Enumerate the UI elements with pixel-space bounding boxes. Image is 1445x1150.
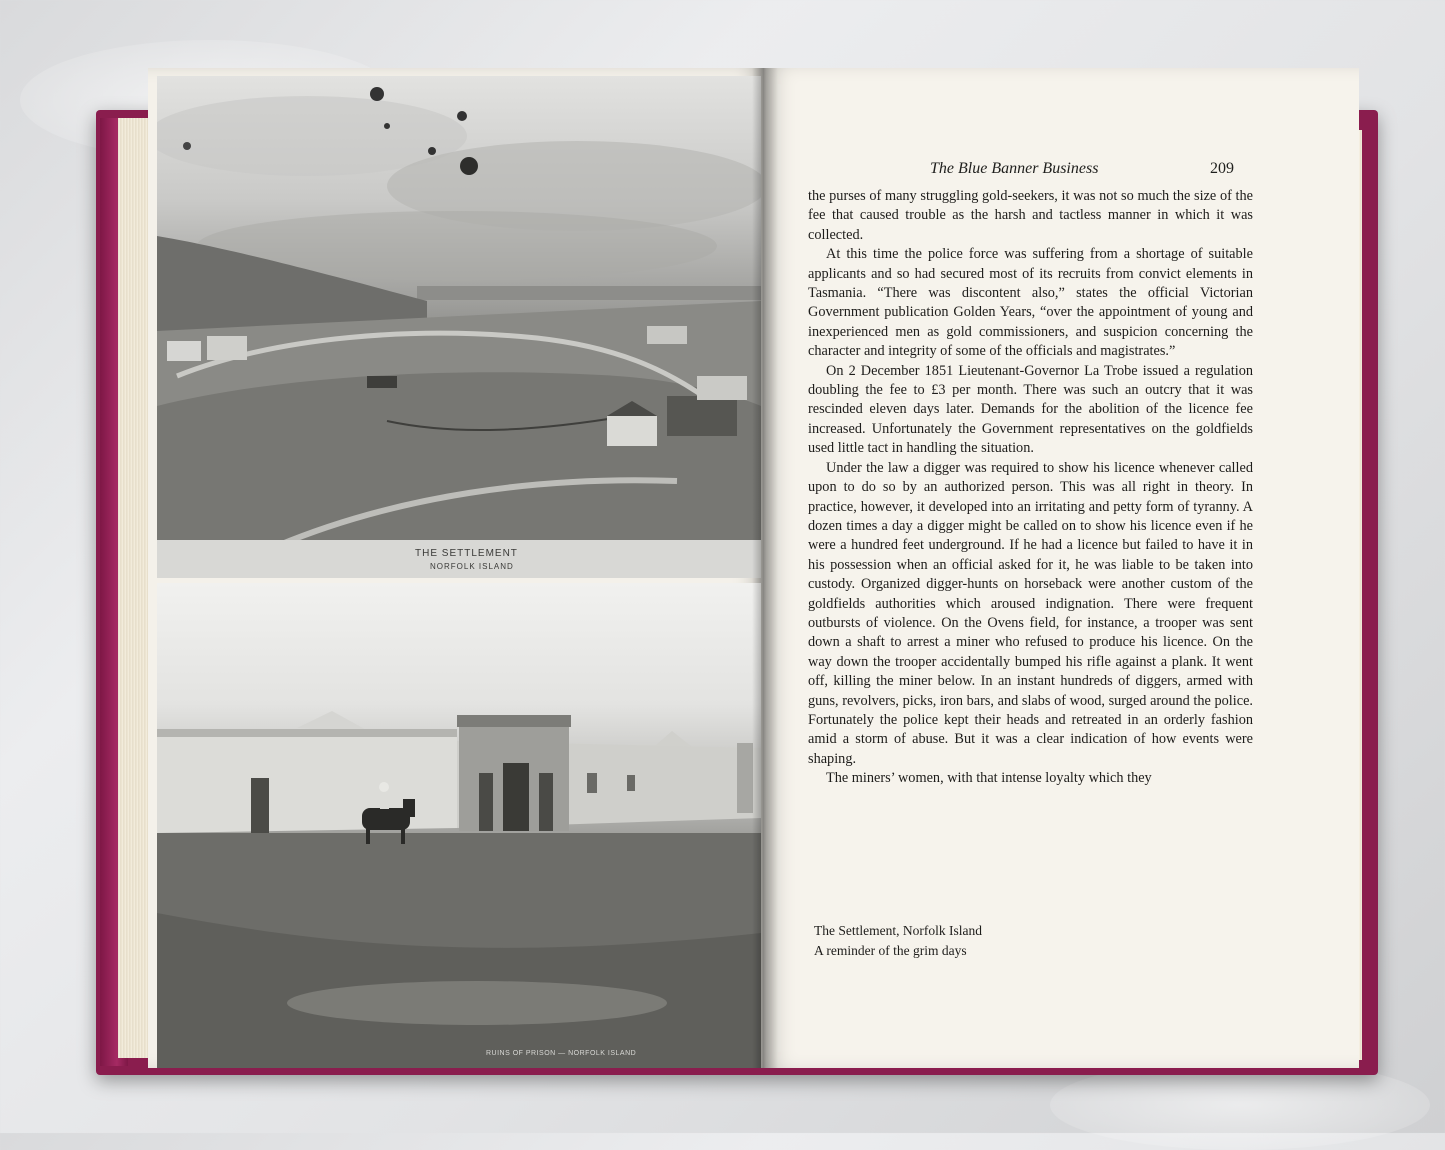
- prison-ruins-plate-image: [157, 583, 761, 1068]
- plate-caption-strip: [157, 540, 761, 578]
- page-number: 209: [1210, 160, 1234, 177]
- plate-caption-prison: A reminder of the grim days: [814, 943, 967, 958]
- settlement-plate-image: [157, 76, 761, 578]
- body-text: [808, 187, 1253, 789]
- book-gutter: [752, 68, 778, 1068]
- paragraph: Under the law a digger was required to show his licence whenever called upon to do so by an authorized person. This was all right in theory. In practice, however, it developed into an irritating and petty form of tyranny. A dozen times a day a digger might be called on to show his licence even if he were a hundred feet underground. If he had a licence but failed to have it in his possession when an official asked for it, he was liable to be taken into custody. Organized digger-hunts on horseback were another custom of the goldfields authorities which aroused indignation. There were frequent outbursts of violence. On the Ovens field, for instance, a trooper was sent down a shaft to arrest a miner who refused to produce his licence. On the way down the trooper accidentally bumped his rifle against a plank. It went off, killing the miner below. In an instant hundreds of diggers, armed with guns, revolvers, picks, iron bars, and slabs of wood, surged around the police. Fortunately the police kept their heads and retreated in an orderly fashion amid a storm of abuse. But it was a clear indication of how events were shaping.: [808, 459, 1253, 767]
- paragraph: At this time the police force was suffering from a shortage of suitable applicants and so had secured most of its recruits from convict elements in Tasmania. “There was discontent also,” states the official Victorian Government publication Golden Years, “over the appointment of young and inexperienced men as gold commissioners, and suspicion concerning the character and integrity of some of the officials and magistrates.”: [808, 246, 1253, 360]
- plate-caption-settlement: The Settlement, Norfolk Island: [814, 923, 982, 938]
- paragraph: On 2 December 1851 Lieutenant-Governor La Trobe issued a regulation doubling the fee to £3 per month. There was such an outcry that it was rescinded eleven days later. Demands for the abolition of the licence fee increased. Unfortunately the Government representatives on the goldfields used little tact in handling the situation.: [808, 362, 1253, 457]
- plate-inscription-title: THE SETTLEMENT: [415, 548, 518, 559]
- paragraph: The miners’ women, with that intense loyalty which they: [826, 770, 1152, 787]
- plate-inscription-bottom: RUINS OF PRISON — NORFOLK ISLAND: [486, 1050, 637, 1057]
- paragraph: the purses of many struggling gold-seekers, it was not so much the size of the fee that caused trouble as the harsh and tactless manner in which it was collected.: [808, 188, 1253, 243]
- running-head: The Blue Banner Business: [930, 160, 1099, 177]
- plate-inscription-subtitle: NORFOLK ISLAND: [430, 562, 514, 571]
